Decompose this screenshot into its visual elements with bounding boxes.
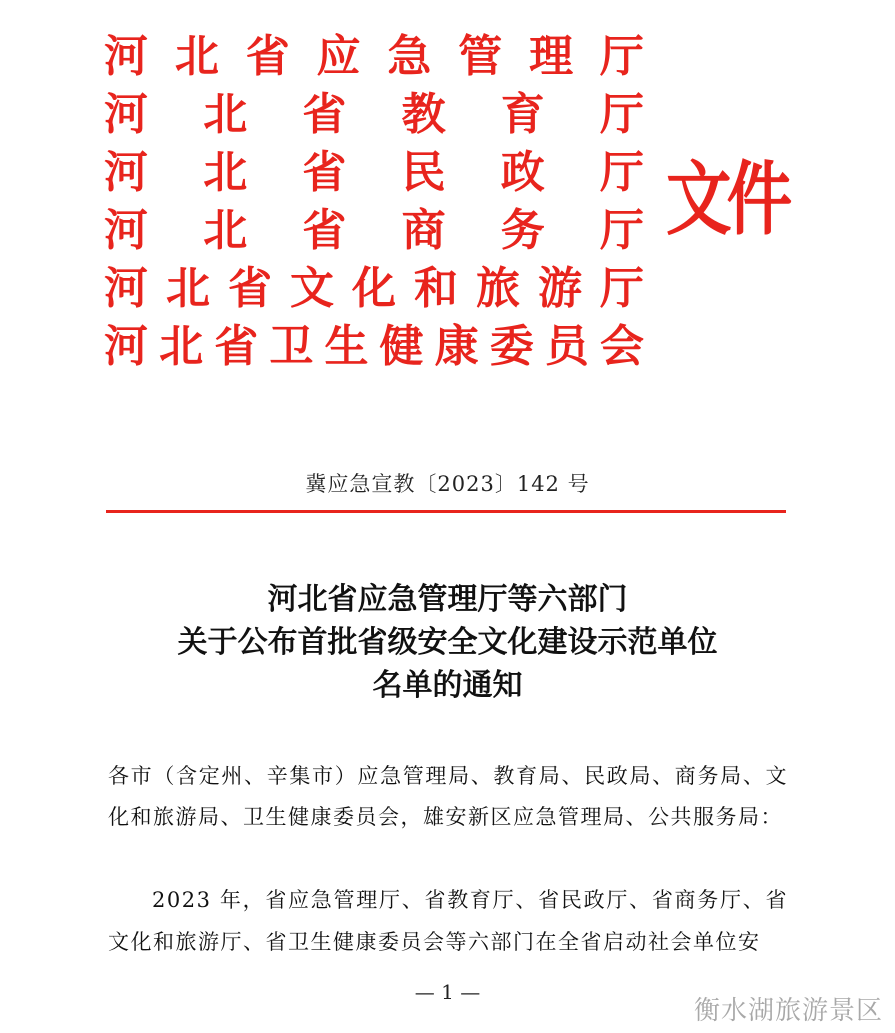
issuer-char: 省 xyxy=(214,321,259,372)
issuer-char: 厅 xyxy=(599,147,644,198)
issuer-char: 北 xyxy=(203,147,248,198)
issuer-char: 文 xyxy=(290,263,334,314)
issuer-char: 旅 xyxy=(476,263,520,314)
issuer-char: 河 xyxy=(104,89,148,140)
issuer-char: 省 xyxy=(228,263,272,314)
issuer-char: 化 xyxy=(352,263,396,314)
issuer-char: 急 xyxy=(387,31,432,82)
issuer-char: 和 xyxy=(414,263,458,314)
document-number: 冀应急宣教〔2023〕142 号 xyxy=(305,472,590,496)
issuer-line xyxy=(104,202,644,260)
issuer-char: 厅 xyxy=(599,205,644,256)
file-mark: 文件 xyxy=(666,153,788,246)
issuer-char: 河 xyxy=(104,205,148,256)
issuer-char: 管 xyxy=(458,31,503,82)
issuer-char: 河 xyxy=(104,31,148,82)
issuer-line xyxy=(104,144,644,202)
issuer-char: 理 xyxy=(529,31,574,82)
issuer-char: 北 xyxy=(174,31,219,82)
red-divider-line xyxy=(106,510,786,513)
issuer-char: 员 xyxy=(544,321,589,372)
issuer-char: 北 xyxy=(166,263,210,314)
issuer-char: 务 xyxy=(500,205,545,256)
issuer-char: 会 xyxy=(599,321,644,372)
issuer-char: 政 xyxy=(500,147,545,198)
issuer-char: 河 xyxy=(104,147,148,198)
issuer-char: 教 xyxy=(401,89,446,140)
issuer-char: 省 xyxy=(302,205,347,256)
issuer-char: 康 xyxy=(434,321,479,372)
issuer-char: 健 xyxy=(379,321,424,372)
title-line-3: 名单的通知 xyxy=(372,668,523,703)
issuer-char: 厅 xyxy=(599,31,644,82)
title-line-1: 河北省应急管理厅等六部门 xyxy=(267,582,628,617)
issuer-char: 厅 xyxy=(600,263,644,314)
issuer-line xyxy=(104,28,644,86)
issuer-line xyxy=(104,318,644,376)
issuer-char: 河 xyxy=(104,321,148,372)
body-paragraph: 2023 年，省应急管理厅、省教育厅、省民政厅、省商务厅、省文化和旅游厅、省卫生健康委员会等六部门在全省启动社会单位安 xyxy=(108,888,788,954)
issuer-char: 游 xyxy=(538,263,582,314)
issuer-char: 委 xyxy=(489,321,534,372)
issuer-char: 省 xyxy=(302,89,347,140)
issuer-char: 厅 xyxy=(599,89,644,140)
issuer-char: 北 xyxy=(159,321,204,372)
issuer-char: 民 xyxy=(401,147,446,198)
issuer-char: 应 xyxy=(316,31,361,82)
issuer-char: 生 xyxy=(324,321,369,372)
issuer-line xyxy=(104,260,644,318)
issuer-char: 卫 xyxy=(269,321,314,372)
issuer-char: 北 xyxy=(203,205,248,256)
salutation-paragraph: 各市（含定州、辛集市）应急管理局、教育局、民政局、商务局、文化和旅游局、卫生健康委员会，雄安新区应急管理局、公共服务局： xyxy=(108,764,788,829)
issuer-char: 育 xyxy=(500,89,545,140)
document-title xyxy=(0,578,895,707)
watermark: 衡水湖旅游景区 xyxy=(693,996,883,1026)
issuing-authorities xyxy=(104,28,644,376)
issuer-char: 省 xyxy=(245,31,290,82)
issuer-line xyxy=(104,86,644,144)
page-number: — 1 — xyxy=(414,980,481,1004)
title-line-2: 关于公布首批省级安全文化建设示范单位 xyxy=(177,625,718,660)
issuer-char: 省 xyxy=(302,147,347,198)
issuer-char: 河 xyxy=(104,263,148,314)
issuer-char: 北 xyxy=(203,89,248,140)
issuer-char: 商 xyxy=(401,205,446,256)
